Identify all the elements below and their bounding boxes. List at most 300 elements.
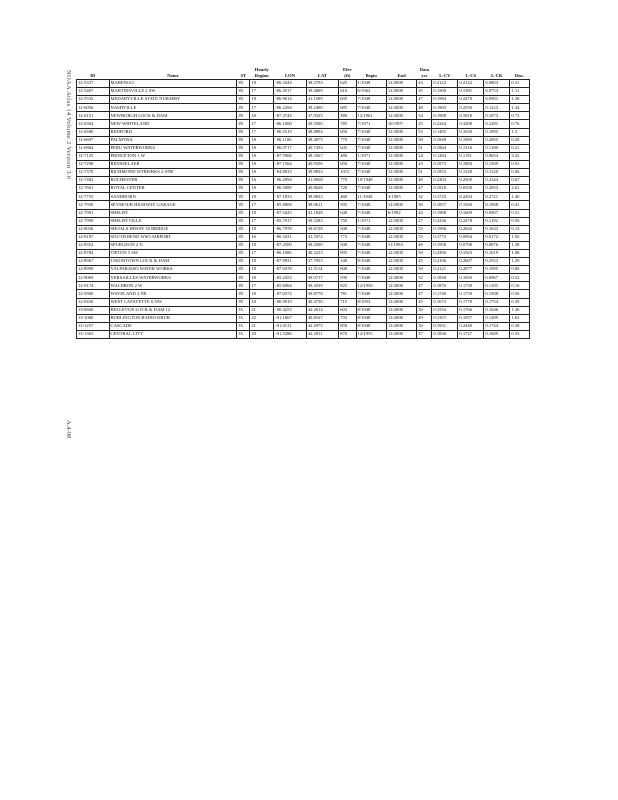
table-cell: 18	[250, 298, 274, 306]
table-cell: 47	[417, 96, 432, 104]
column-header: End	[386, 73, 416, 80]
table-cell: 21	[250, 306, 274, 314]
table-cell: 16	[250, 233, 274, 241]
table-row	[77, 258, 530, 266]
table-cell: -90.4253	[274, 306, 307, 314]
table-cell: 12-8352	[77, 241, 110, 249]
table-cell: IN	[237, 274, 250, 282]
table-cell: 38.4075	[306, 136, 339, 144]
table-cell: 650	[339, 160, 356, 168]
table-row	[77, 274, 530, 282]
table-cell: 39.2400	[306, 104, 339, 112]
table-cell: 18	[250, 169, 274, 177]
table-cell: 13-1060	[77, 314, 110, 322]
table-cell: 12/2000	[386, 330, 416, 338]
table-cell: 12-7991	[77, 209, 110, 217]
table-cell: 12-6056	[77, 104, 110, 112]
table-cell: 41.0658	[306, 177, 339, 185]
table-cell: 0.2281	[484, 120, 510, 128]
table-row	[77, 266, 530, 274]
table-cell: 6/1962	[356, 88, 386, 96]
table-cell: 0.1500	[432, 88, 458, 96]
table-cell: MARENGO	[109, 80, 237, 88]
table-cell: WALDRON 2 W	[109, 282, 237, 290]
table-cell: 640	[339, 209, 356, 217]
table-cell: 1.29	[510, 258, 530, 266]
table-cell: -86.0717	[274, 144, 307, 152]
table-cell: 1.11	[510, 88, 530, 96]
table-cell: 12/2000	[386, 225, 416, 233]
table-cell: RENSSELAER	[109, 160, 237, 168]
table-cell: 18	[250, 80, 274, 88]
table-cell: 0.2042	[458, 225, 484, 233]
table-cell: 781	[339, 290, 356, 298]
table-cell: 0.1073	[484, 112, 510, 120]
table-cell: -86.1086	[274, 249, 307, 257]
table-cell: 3/1985	[386, 193, 416, 201]
table-cell: IN	[237, 128, 250, 136]
table-cell: 12-7370	[77, 169, 110, 177]
table-row	[77, 241, 530, 249]
table-cell: 0.2478	[458, 217, 484, 225]
table-cell: 12-7298	[77, 160, 110, 168]
table-cell: 0.1923	[458, 249, 484, 257]
table-cell: 41.1589	[306, 96, 339, 104]
table-cell: 39.4539	[306, 282, 339, 290]
table-cell: IN	[237, 266, 250, 274]
table-cell: 0.01	[510, 160, 530, 168]
table-cell: 12/2000	[386, 233, 416, 241]
table-cell: IN	[237, 282, 250, 290]
table-cell: 12/2000	[386, 274, 416, 282]
table-cell: 0.2300	[432, 249, 458, 257]
table-cell: IN	[237, 225, 250, 233]
table-cell: 12/2000	[386, 112, 416, 120]
table-cell: 0.1284	[432, 152, 458, 160]
table-cell: 17	[250, 88, 274, 96]
table-cell: 0.1818	[432, 185, 458, 193]
table-cell: 340	[339, 258, 356, 266]
table-cell: 0.2142	[458, 80, 484, 88]
table-cell: VERSAILLES WATERWORKS	[109, 274, 237, 282]
table-cell: 0.16	[510, 282, 530, 290]
table-cell: 12-6151	[77, 112, 110, 120]
table-cell: 1/1971	[356, 217, 386, 225]
table-cell: -87.9931	[274, 258, 307, 266]
table-cell: 12/2000	[386, 258, 416, 266]
table-cell: IN	[237, 201, 250, 209]
table-cell: 1.62	[510, 314, 530, 322]
table-cell: 17	[250, 128, 274, 136]
page-number: A.4-98	[65, 420, 72, 439]
table-cell: 0.31	[510, 80, 530, 88]
table-cell: 0.1830	[432, 274, 458, 282]
table-cell: 0.1848	[432, 136, 458, 144]
table-cell: 460	[339, 193, 356, 201]
table-cell: 47	[417, 185, 432, 193]
table-cell: 0.1672	[432, 298, 458, 306]
table-cell: IN	[237, 144, 250, 152]
table-cell: 0.1864	[432, 144, 458, 152]
column-header: L-CK	[484, 73, 510, 80]
table-cell: VALPARAISO WATER WORKS	[109, 266, 237, 274]
column-header: yrs	[417, 73, 432, 80]
table-cell: 12/2000	[386, 160, 416, 168]
column-group-header: Hourly	[254, 67, 269, 72]
table-cell: WEST LAFAYETTE 6 NW	[109, 298, 237, 306]
table-cell: -85.2453	[274, 274, 307, 282]
table-cell: 0.2236	[432, 217, 458, 225]
table-cell: 18	[250, 209, 274, 217]
table-cell: -87.5906	[274, 152, 307, 160]
table-cell: 35	[417, 88, 432, 96]
table-cell: BURLINGTON RADIO KBUR	[109, 314, 237, 322]
table-cell: 0.76	[510, 120, 530, 128]
table-cell: 7/1948	[356, 290, 386, 298]
table-cell: IN	[237, 88, 250, 96]
table-cell: 0.1554	[432, 306, 458, 314]
table-cell: 12/2000	[386, 185, 416, 193]
table-cell: 17	[250, 249, 274, 257]
table-cell: 12-8967	[77, 258, 110, 266]
table-cell: 500	[339, 241, 356, 249]
table-cell: 0.1105	[484, 282, 510, 290]
table-cell: 645	[339, 144, 356, 152]
table-cell: 12-8999	[77, 266, 110, 274]
table-cell: 18	[250, 136, 274, 144]
table-cell: 44	[417, 209, 432, 217]
table-cell: 0.1646	[484, 306, 510, 314]
table-cell: 7/1948	[356, 185, 386, 193]
table-cell: 18	[250, 193, 274, 201]
table-cell: 48	[417, 177, 432, 185]
table-cell: 32	[417, 193, 432, 201]
table-row	[77, 298, 530, 306]
table-cell: IN	[237, 209, 250, 217]
table-cell: 18	[250, 274, 274, 282]
table-row	[77, 160, 530, 168]
table-cell: 18	[250, 152, 274, 160]
table-cell: -86.1106	[274, 136, 307, 144]
table-cell: 0.1223	[484, 104, 510, 112]
table-cell: -87.1564	[274, 160, 307, 168]
table-cell: IN	[237, 290, 250, 298]
table-cell: -87.2500	[274, 241, 307, 249]
table-cell: IN	[237, 104, 250, 112]
table-cell: 12-6580	[77, 128, 110, 136]
table-cell: 770	[339, 177, 356, 185]
table-cell: NASHVILLE	[109, 104, 237, 112]
table-cell: 1015	[339, 169, 356, 177]
table-cell: -84.8833	[274, 169, 307, 177]
table-cell: 12/2000	[386, 298, 416, 306]
table-cell: 12-6697	[77, 136, 110, 144]
table-cell: 39.4069	[306, 88, 339, 96]
table-cell: 39.5283	[306, 217, 339, 225]
table-cell: IN	[237, 96, 250, 104]
table-cell: -86.3444	[274, 80, 307, 88]
table-cell: 12-7930	[77, 201, 110, 209]
table-cell: 0.1884	[458, 160, 484, 168]
table-cell: 380	[339, 112, 356, 120]
table-cell: 25	[417, 120, 432, 128]
table-row	[77, 128, 530, 136]
table-cell: BELLEVUE LOCK & DAM 12	[109, 306, 237, 314]
table-cell: 12/1961	[356, 112, 386, 120]
table-cell: 1.36	[510, 306, 530, 314]
column-header: L-CS	[458, 73, 484, 80]
table-cell: 1.38	[510, 241, 530, 249]
column-group-header: Data	[419, 67, 430, 72]
table-cell: 0.1931	[432, 322, 458, 330]
table-cell: 12-7601	[77, 185, 110, 193]
column-header: Disc.	[510, 73, 530, 80]
table-cell: 7/1948	[356, 266, 386, 274]
table-cell: ROCHESTER	[109, 177, 237, 185]
table-cell: 40.9356	[306, 160, 339, 168]
table-row	[77, 104, 530, 112]
table-row	[77, 306, 530, 314]
table-cell: -86.9014	[274, 96, 307, 104]
table-cell: 40.4750	[306, 298, 339, 306]
table-cell: 0.1609	[458, 209, 484, 217]
table-cell: 24	[417, 152, 432, 160]
table-cell: 51	[417, 144, 432, 152]
table-cell: NEWBURGH LOCK & DAM	[109, 112, 237, 120]
table-cell: 12/2000	[386, 290, 416, 298]
table-cell: TIPTON 5 SW	[109, 249, 237, 257]
table-cell: 0.1508	[484, 290, 510, 298]
table-cell: 7/1948	[356, 104, 386, 112]
table-cell: IN	[237, 241, 250, 249]
table-cell: -86.5089	[274, 185, 307, 193]
table-cell: 22	[250, 314, 274, 322]
table-cell: 0.20	[510, 136, 530, 144]
column-header: ID	[77, 73, 110, 80]
table-cell: -85.7917	[274, 217, 307, 225]
table-cell: 0.0803	[484, 80, 510, 88]
table-cell: -91.1667	[274, 314, 307, 322]
table-cell: MEDARYVILLE STATE NURSERY	[109, 96, 237, 104]
table-cell: 0.2106	[432, 258, 458, 266]
table-cell: IN	[237, 112, 250, 120]
table-cell: 12/2000	[386, 314, 416, 322]
table-cell: 39.5500	[306, 120, 339, 128]
column-header: LON	[274, 73, 307, 80]
table-cell: IA	[237, 322, 250, 330]
table-cell: 0.51	[510, 209, 530, 217]
table-cell: 0.0907	[484, 209, 510, 217]
table-cell: 10/1997	[386, 120, 416, 128]
table-cell: 40.7453	[306, 144, 339, 152]
table-cell: 0.41	[510, 201, 530, 209]
table-cell: 7/1948	[356, 209, 386, 217]
table-cell: 37	[417, 330, 432, 338]
table-cell: IN	[237, 193, 250, 201]
table-cell: 12-6304	[77, 120, 110, 128]
table-cell: PRINCETON 1 W	[109, 152, 237, 160]
table-cell: 0.1185	[458, 88, 484, 96]
side-header: NOAA Atlas 14 Volume 2 Version 3.0	[65, 70, 72, 180]
table-cell: 0.1988	[432, 209, 458, 217]
table-cell: 16	[250, 177, 274, 185]
table-cell: 0.1320	[484, 169, 510, 177]
table-cell: 0.1984	[432, 96, 458, 104]
table-cell: RICHMOND WTRWRKS 2 NNE	[109, 169, 237, 177]
table-cell: 0.2721	[484, 193, 510, 201]
table-cell: 41.1828	[306, 209, 339, 217]
table-cell: 12/2000	[386, 201, 416, 209]
table-cell: 51	[417, 169, 432, 177]
table-row	[77, 136, 530, 144]
table-cell: 17	[250, 120, 274, 128]
table-cell: IN	[237, 177, 250, 185]
table-cell: 0.1996	[432, 225, 458, 233]
table-cell: IN	[237, 233, 250, 241]
table-cell: 12-9430	[77, 298, 110, 306]
table-cell: 7/1948	[356, 169, 386, 177]
table-cell: IN	[237, 249, 250, 257]
table-cell: 12-6864	[77, 144, 110, 152]
table-cell: 3.32	[510, 152, 530, 160]
table-row	[77, 152, 530, 160]
table-cell: 0.1650	[458, 274, 484, 282]
table-cell: 49	[417, 314, 432, 322]
table-cell: 0.1836	[432, 330, 458, 338]
table-cell: 12-9174	[77, 282, 110, 290]
table-cell: 720	[339, 185, 356, 193]
table-cell: 0.1759	[458, 290, 484, 298]
table-cell: 1.5	[510, 128, 530, 136]
table-cell: 12-8784	[77, 249, 110, 257]
table-cell: 50	[417, 322, 432, 330]
table-cell: 50	[417, 136, 432, 144]
table-cell: 0.38	[510, 322, 530, 330]
table-cell: 0.1633	[484, 225, 510, 233]
table-cell: 17	[250, 282, 274, 290]
table-cell: 0.1773	[432, 233, 458, 241]
table-cell: 41.7072	[306, 233, 339, 241]
table-row	[77, 225, 530, 233]
table-cell: MARTINSVILLE 2 SW	[109, 88, 237, 96]
table-cell: 0.2121	[432, 266, 458, 274]
table-cell: IN	[237, 217, 250, 225]
table-row	[77, 144, 530, 152]
table-cell: 0.13	[510, 225, 530, 233]
table-cell: 40.2233	[306, 249, 339, 257]
table-cell: 895	[339, 249, 356, 257]
table-cell: 12/2000	[386, 249, 416, 257]
table-cell: 46	[417, 241, 432, 249]
table-cell: 40.8167	[306, 314, 339, 322]
table-cell: -86.2294	[274, 104, 307, 112]
table-cell: 50	[417, 306, 432, 314]
table-cell: 2.61	[510, 185, 530, 193]
table-cell: SHOALS HIWAY 50 BRIDGE	[109, 225, 237, 233]
table-cell: 0.1766	[458, 306, 484, 314]
table-cell: 13-0600	[77, 306, 110, 314]
table-cell: 0.1725	[432, 193, 458, 201]
table-cell: SANDBORN	[109, 193, 237, 201]
table-cell: 7/1971	[356, 120, 386, 128]
table-cell: 12/2000	[386, 177, 416, 185]
table-cell: ROYAL CENTER	[109, 185, 237, 193]
table-cell: 0.1857	[432, 201, 458, 209]
table-row	[77, 177, 530, 185]
table-cell: 8/1948	[356, 322, 386, 330]
table-cell: 12/2000	[386, 322, 416, 330]
table-cell: 12/2000	[386, 152, 416, 160]
table-cell: 12-8187	[77, 233, 110, 241]
table-cell: 53	[417, 225, 432, 233]
table-row	[77, 282, 530, 290]
table-cell: 610	[339, 88, 356, 96]
table-cell: 0.1727	[458, 330, 484, 338]
table-cell: CASCADE	[109, 322, 237, 330]
table-cell: 18	[250, 160, 274, 168]
table-cell: 0.2077	[458, 266, 484, 274]
table-cell: 0.0876	[484, 241, 510, 249]
table-cell: 18	[250, 225, 274, 233]
table-row	[77, 96, 530, 104]
table-cell: 0.2550	[458, 104, 484, 112]
table-cell: 0.67	[510, 177, 530, 185]
table-cell: 12-9300	[77, 290, 110, 298]
table-cell: SHELBY	[109, 209, 237, 217]
table-cell: 7/1948	[356, 136, 386, 144]
table-cell: 7/1948	[356, 201, 386, 209]
table-cell: 10/1948	[356, 177, 386, 185]
table-cell: 0.2470	[458, 96, 484, 104]
table-cell: IA	[237, 314, 250, 322]
table-cell: 52	[417, 274, 432, 282]
table-cell: 0.1853	[432, 169, 458, 177]
table-row	[77, 209, 530, 217]
table-cell: 45	[417, 258, 432, 266]
table-cell: 47	[417, 282, 432, 290]
table-cell: IN	[237, 152, 250, 160]
table-cell: 7/1948	[356, 241, 386, 249]
table-row	[77, 314, 530, 322]
table-cell: 12/2000	[386, 104, 416, 112]
table-cell: 17	[250, 217, 274, 225]
table-cell: 0.2607	[458, 258, 484, 266]
column-header: (ft)	[339, 73, 356, 80]
table-cell: 800	[339, 266, 356, 274]
table-cell: -87.0378	[274, 266, 307, 274]
table-cell: 500	[339, 225, 356, 233]
table-cell: 7/1948	[356, 160, 386, 168]
table-cell: 0.1191	[458, 152, 484, 160]
column-header: ST	[237, 73, 250, 80]
table-cell: 0.2553	[484, 258, 510, 266]
table-cell: 703	[339, 314, 356, 322]
table-cell: 0.1754	[484, 298, 510, 306]
table-cell: 1.40	[510, 193, 530, 201]
table-cell: 7/1948	[356, 233, 386, 241]
table-cell: CENTRAL CITY	[109, 330, 237, 338]
table-cell: 18	[250, 96, 274, 104]
table-cell: 0.1108	[484, 144, 510, 152]
table-cell: 0.1873	[432, 160, 458, 168]
table-cell: 18	[250, 144, 274, 152]
table-cell: 0.1357	[432, 314, 458, 322]
table-cell: 770	[339, 136, 356, 144]
table-cell: 7/1948	[356, 225, 386, 233]
table-cell: IN	[237, 80, 250, 88]
table-cell: -85.8808	[274, 201, 307, 209]
table-cell: 0.1095	[484, 266, 510, 274]
